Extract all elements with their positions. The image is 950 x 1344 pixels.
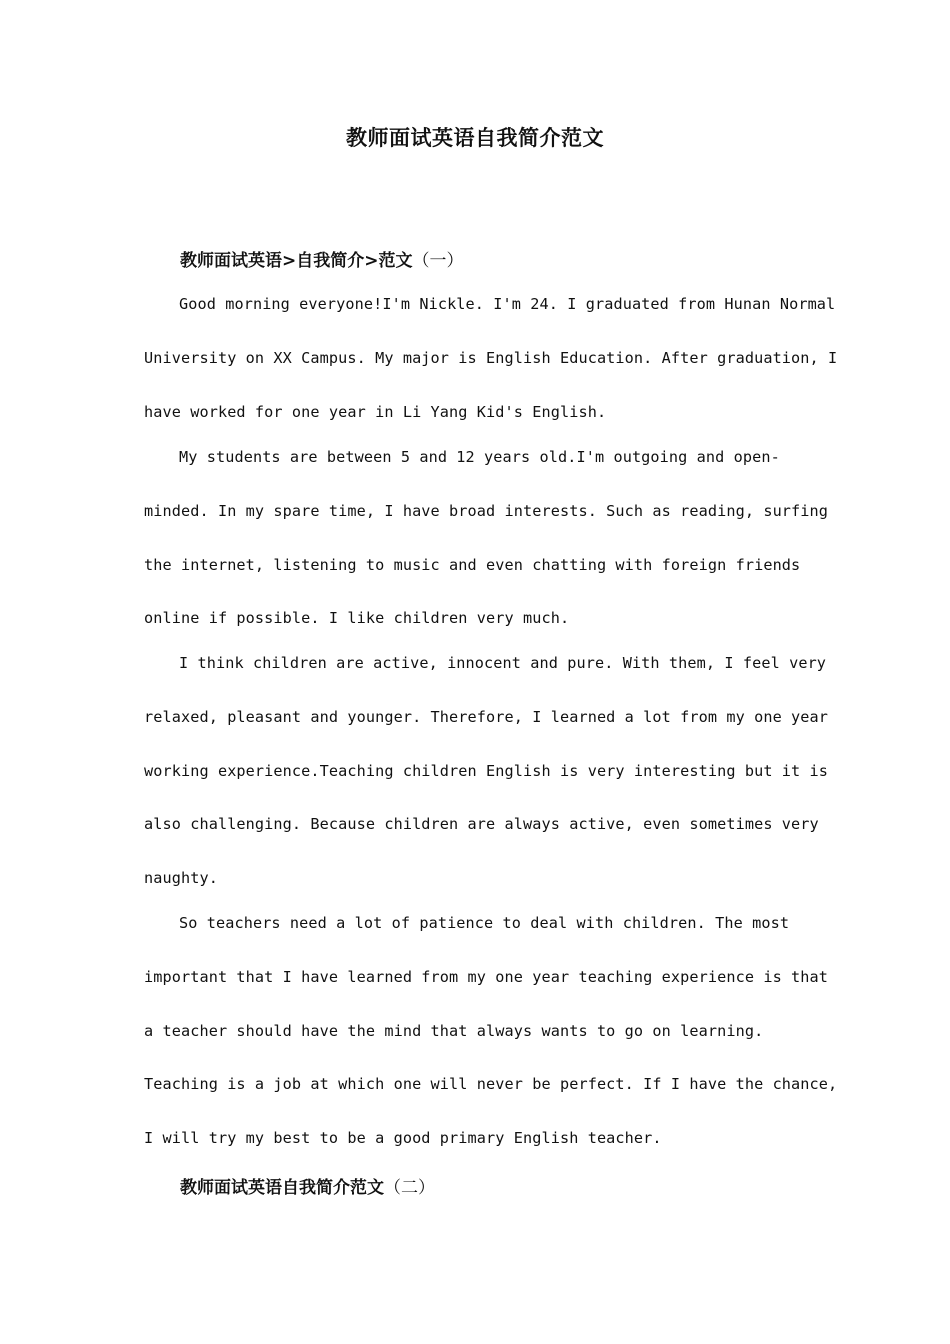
section-heading-1-text: 教师面试英语>自我简介>范文 bbox=[180, 251, 413, 271]
document-title: 教师面试英语自我简介范文 bbox=[346, 126, 604, 150]
section-heading-1-number: （一） bbox=[412, 251, 464, 271]
paragraph-4-line-5: I will try my best to be a good primary English teacher. bbox=[144, 1129, 662, 1147]
paragraph-3-line-3: working experience.Teaching children English is very interesting but it is bbox=[144, 762, 829, 780]
paragraph-1-line-3: have worked for one year in Li Yang Kid's English. bbox=[144, 403, 607, 421]
section-heading-2 bbox=[180, 1173, 435, 1198]
paragraph-2-line-1: My students are between 5 and 12 years old.I'm outgoing and open- bbox=[179, 448, 780, 466]
section-heading-2-number: （二） bbox=[384, 1178, 435, 1198]
section-heading-2-text: 教师面试英语自我简介范文 bbox=[180, 1178, 384, 1198]
paragraph-3-line-2: relaxed, pleasant and younger. Therefore, I learned a lot from my one year bbox=[144, 708, 829, 726]
paragraph-4-line-3: a teacher should have the mind that always wants to go on learning. bbox=[144, 1022, 764, 1040]
paragraph-4-line-1: So teachers need a lot of patience to deal with children. The most bbox=[179, 914, 790, 932]
paragraph-3-line-5: naughty. bbox=[144, 869, 218, 887]
paragraph-1-line-1: Good morning everyone!I'm Nickle. I'm 24. I graduated from Hunan Normal bbox=[179, 295, 836, 313]
paragraph-2-line-3: the internet, listening to music and even chatting with foreign friends bbox=[144, 556, 801, 574]
paragraph-2-line-4: online if possible. I like children very much. bbox=[144, 609, 570, 627]
paragraph-3-line-4: also challenging. Because children are always active, even sometimes very bbox=[144, 815, 819, 833]
paragraph-2-line-2: minded. In my spare time, I have broad interests. Such as reading, surfing bbox=[144, 502, 829, 520]
paragraph-4-line-2: important that I have learned from my one year teaching experience is that bbox=[144, 968, 829, 986]
paragraph-4-line-4: Teaching is a job at which one will never be perfect. If I have the chance, bbox=[144, 1075, 838, 1093]
paragraph-3-line-1: I think children are active, innocent and pure. With them, I feel very bbox=[179, 654, 827, 672]
section-heading-1 bbox=[180, 246, 464, 271]
paragraph-1-line-2: University on XX Campus. My major is English Education. After graduation, I bbox=[144, 349, 838, 367]
